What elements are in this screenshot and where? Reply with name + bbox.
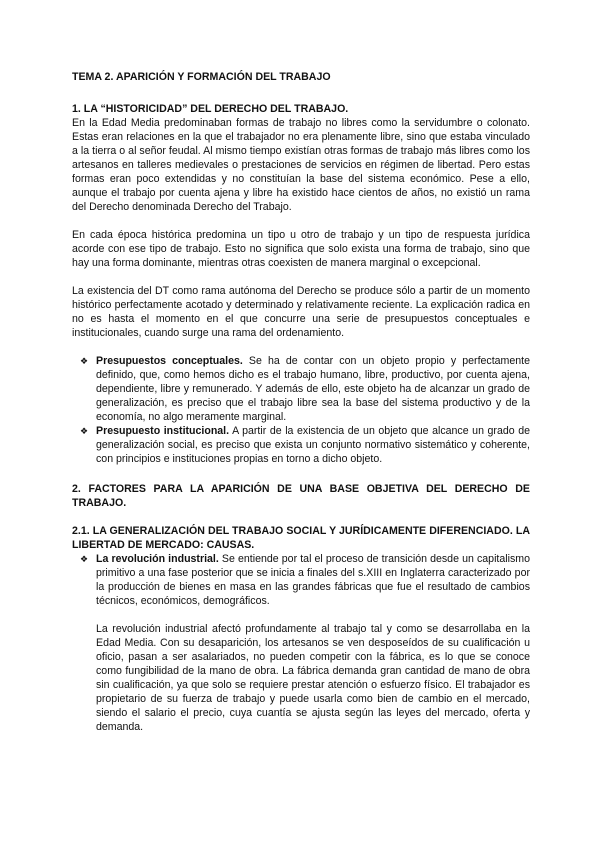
bullet-term: La revolución industrial. (96, 553, 219, 565)
section-2-heading: 2. FACTORES PARA LA APARICIÓN DE UNA BASE OBJETIVA DEL DERECHO DE TRABAJO. (72, 483, 530, 509)
document-title: TEMA 2. APARICIÓN Y FORMACIÓN DEL TRABAJO (72, 71, 331, 83)
causas-list (72, 552, 530, 608)
bullet-term: Presupuestos conceptuales. (96, 355, 243, 367)
section-1-heading: 1. LA “HISTORICIDAD” DEL DERECHO DEL TRABAJO. (72, 103, 349, 115)
revolucion-paragraph: La revolución industrial afectó profundamente al trabajo tal y como se desarrollaba en la Edad Media. Con su desaparición, los artesanos se ven desposeídos de su cualificación u oficio, pasan a ser asalariados, no pueden competir con la fábrica, es lo que se conoce como fungibilidad de la mano de obra. La fábrica demanda gran cantidad de mano de obra sin cualificación, ya que solo se requiere prestar atención o esfuerzo físico. El trabajador es propietario de su fuerza de trabajo y puede usarla como bien de cambio en el mercado, siendo el salario el precio, cuya cuantía se ajusta según las leyes del mercado, oferta y demanda. (96, 623, 530, 733)
diamond-bullet-icon: ❖ (80, 554, 89, 564)
bullet-term: Presupuesto institucional. (96, 425, 230, 437)
presupuestos-list (72, 354, 530, 466)
list-item (80, 354, 530, 424)
document-page (72, 70, 530, 734)
section-1-paragraph-1: En la Edad Media predominaban formas de trabajo no libres como la servidumbre o colonato. Estas eran relaciones en la que el trabajador no era plenamente libre, sino que estaba vinculado a la tierra o al señor feudal. Al mismo tiempo existían otras formas de trabajo más libres como los artesanos en talleres medievales o prestaciones de servicios en régimen de libertad. Pero estas formas eran poco extendidas y no constituían la base del sistema económico. Pese a ello, aunque el trabajo por cuenta ajena y libre ha existido hace cientos de años, no existió un rama del Derecho denominada Derecho del Trabajo. (72, 117, 530, 213)
diamond-bullet-icon: ❖ (80, 356, 89, 366)
list-item (80, 424, 530, 466)
bullet-text: Se ha de contar con un objeto propio y perfectamente definido, que, como hemos dicho es el trabajo humano, libre, productivo, por cuenta ajena, dependiente, libre y remunerado. Y además de ello, este objeto ha de alcanzar un grado de generalización, es preciso que el trabajo libre sea la base del sistema productivo y de la economía, no algo meramente marginal. (96, 355, 530, 423)
section-1-paragraph-2: En cada época histórica predomina un tipo u otro de trabajo y un tipo de respuesta jurídica acorde con ese tipo de trabajo. Esto no significa que solo exista una forma de trabajo, sino que hay una forma dominante, mientras otras coexisten de manera marginal o excepcional. (72, 229, 530, 269)
bullet-text: A partir de la existencia de un objeto que alcance un grado de generalización social, es preciso que exista un conjunto normativo sistemático y coherente, con principios e instituciones propias en torno a dicho objeto. (96, 425, 530, 465)
section-1-paragraph-3: La existencia del DT como rama autónoma del Derecho se produce sólo a partir de un momento histórico perfectamente acotado y determinado y relativamente reciente. La explicación radica en no es hasta el momento en el que concurre una serie de presupuestos conceptuales e institucionales, cuando surge una rama del ordenamiento. (72, 285, 530, 339)
diamond-bullet-icon: ❖ (80, 426, 89, 436)
bullet-text: Se entiende por tal el proceso de transición desde un capitalismo primitivo a una fase posterior que se inicia a finales del s.XIII en Inglaterra caracterizado por la producción de bienes en masa en las grandes fábricas que fue el resultado de cambios técnicos, económicos, demográficos. (96, 553, 530, 607)
indented-block (96, 622, 530, 734)
list-item (80, 552, 530, 608)
section-2-1-heading: 2.1. LA GENERALIZACIÓN DEL TRABAJO SOCIAL Y JURÍDICAMENTE DIFERENCIADO. LA LIBERTAD DE MERCADO: CAUSAS. (72, 525, 530, 551)
